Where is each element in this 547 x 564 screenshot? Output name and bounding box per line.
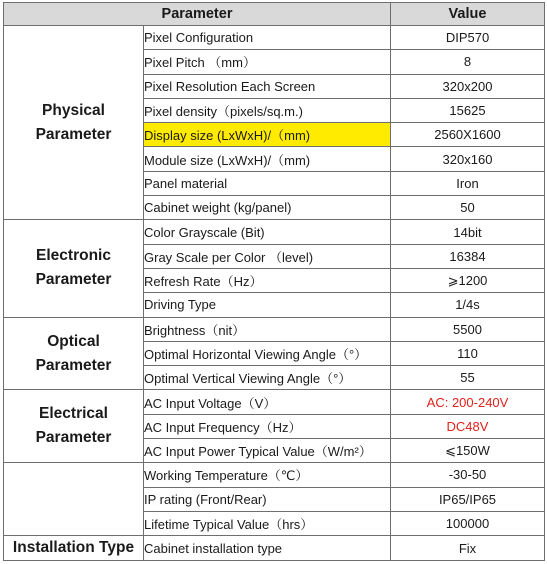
value-cell: 14bit [391,220,545,244]
table-row [4,536,545,561]
category-label: Optical [47,332,100,350]
header-parameter: Parameter [4,3,391,26]
value-cell: -30-50 [391,463,545,487]
category-label: Parameter [35,125,112,143]
table-row [4,220,545,244]
parameter-cell: Color Grayscale (Bit) [144,220,391,244]
value-cell: AC: 200-240V [391,390,545,414]
category-label: Parameter [35,356,112,374]
parameter-cell: Display size (LxWxH)/（mm) [144,123,391,147]
table-row [4,463,545,487]
value-cell: 320x200 [391,74,545,98]
value-cell: 320x160 [391,147,545,171]
value-cell: DC48V [391,414,545,438]
table-row [4,317,545,341]
parameter-cell: Pixel Pitch （mm） [144,50,391,74]
parameter-cell: Cabinet weight (kg/panel) [144,196,391,220]
value-cell: Fix [391,536,545,561]
section-category [4,390,144,463]
parameter-cell: Pixel Resolution Each Screen [144,74,391,98]
parameter-cell: Refresh Rate（Hz） [144,268,391,292]
parameter-cell: Lifetime Typical Value（hrs） [144,511,391,535]
value-cell: 55 [391,366,545,390]
parameter-cell: AC Input Power Typical Value（W/m²） [144,439,391,463]
value-cell: ⩾1200 [391,268,545,292]
section-category [4,317,144,390]
value-cell: 2560X1600 [391,123,545,147]
parameter-cell: AC Input Voltage（V） [144,390,391,414]
parameter-cell: Gray Scale per Color （level) [144,244,391,268]
parameter-cell: Optimal Vertical Viewing Angle（°） [144,366,391,390]
category-label: Parameter [35,271,112,289]
parameter-cell: AC Input Frequency（Hz） [144,414,391,438]
section-category [4,536,144,561]
section-category [4,220,144,317]
value-cell: 1/4s [391,293,545,317]
category-label: Parameter [35,429,112,447]
value-cell: 100000 [391,511,545,535]
value-cell: 15625 [391,98,545,122]
value-cell: 16384 [391,244,545,268]
category-label: Physical [42,101,105,119]
value-cell: 5500 [391,317,545,341]
parameter-cell: Optimal Horizontal Viewing Angle（°） [144,341,391,365]
parameter-cell: Working Temperature（℃） [144,463,391,487]
parameter-cell: Pixel density（pixels/sq.m.) [144,98,391,122]
parameter-cell: Cabinet installation type [144,536,391,561]
value-cell: 50 [391,196,545,220]
parameter-cell: IP rating (Front/Rear) [144,487,391,511]
value-cell: 110 [391,341,545,365]
parameter-cell: Driving Type [144,293,391,317]
value-cell: ⩽150W [391,439,545,463]
table-row [4,26,545,50]
value-cell: IP65/IP65 [391,487,545,511]
category-label: Electrical [39,405,108,423]
spec-table-container [3,2,544,562]
value-cell: 8 [391,50,545,74]
spec-body [4,26,545,561]
header-value: Value [391,3,545,26]
category-label: Electronic [36,247,111,265]
parameter-cell: Brightness（nit） [144,317,391,341]
parameter-cell: Pixel Configuration [144,26,391,50]
spec-table [3,2,545,561]
section-category [4,26,144,220]
value-cell: Iron [391,171,545,195]
value-cell: DIP570 [391,26,545,50]
category-label: Installation Type [12,539,135,557]
section-category [4,463,144,536]
parameter-cell: Module size (LxWxH)/（mm) [144,147,391,171]
header-row [4,3,545,26]
parameter-cell: Panel material [144,171,391,195]
table-row [4,390,545,414]
